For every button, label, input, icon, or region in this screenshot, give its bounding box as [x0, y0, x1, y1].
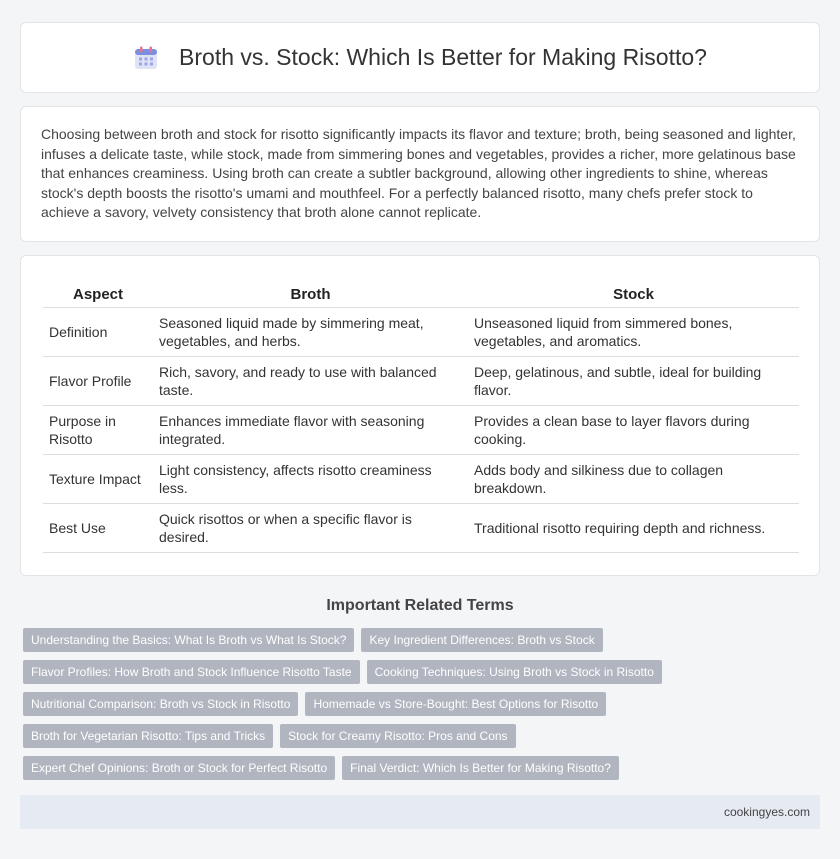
- footer: [20, 795, 820, 829]
- related-term-tag[interactable]: Homemade vs Store-Bought: Best Options for Risotto: [305, 692, 606, 716]
- related-term-tag[interactable]: Understanding the Basics: What Is Broth vs What Is Stock?: [23, 628, 354, 652]
- cell-stock: Traditional risotto requiring depth and richness.: [468, 503, 799, 552]
- header-card: [20, 22, 820, 93]
- cell-aspect: Texture Impact: [43, 454, 153, 503]
- related-term-tag[interactable]: Expert Chef Opinions: Broth or Stock for Perfect Risotto: [23, 756, 335, 780]
- related-term-tag[interactable]: Broth for Vegetarian Risotto: Tips and Tricks: [23, 724, 273, 748]
- cell-stock: Deep, gelatinous, and subtle, ideal for building flavor.: [468, 356, 799, 405]
- table-row: [43, 454, 799, 503]
- intro-card: [20, 106, 820, 242]
- related-term-tag[interactable]: Nutritional Comparison: Broth vs Stock in Risotto: [23, 692, 298, 716]
- table-row: [43, 356, 799, 405]
- related-terms-list: [23, 628, 823, 788]
- table-header-row: [43, 282, 799, 307]
- cell-broth: Light consistency, affects risotto creaminess less.: [153, 454, 468, 503]
- cell-stock: Adds body and silkiness due to collagen breakdown.: [468, 454, 799, 503]
- cell-broth: Seasoned liquid made by simmering meat, vegetables, and herbs.: [153, 307, 468, 356]
- header-stock: Stock: [468, 282, 799, 307]
- related-term-tag[interactable]: Flavor Profiles: How Broth and Stock Influence Risotto Taste: [23, 660, 360, 684]
- cell-aspect: Purpose in Risotto: [43, 405, 153, 454]
- comparison-card: [20, 255, 820, 576]
- cell-aspect: Best Use: [43, 503, 153, 552]
- related-term-tag[interactable]: Stock for Creamy Risotto: Pros and Cons: [280, 724, 515, 748]
- cell-aspect: Flavor Profile: [43, 356, 153, 405]
- cell-stock: Unseasoned liquid from simmered bones, vegetables, and aromatics.: [468, 307, 799, 356]
- cell-aspect: Definition: [43, 307, 153, 356]
- related-term-tag[interactable]: Cooking Techniques: Using Broth vs Stock in Risotto: [367, 660, 662, 684]
- table-row: [43, 307, 799, 356]
- comparison-table: [43, 282, 799, 553]
- page-title: Broth vs. Stock: Which Is Better for Making Risotto?: [179, 44, 707, 70]
- header-aspect: Aspect: [43, 282, 153, 307]
- header-broth: Broth: [153, 282, 468, 307]
- cell-stock: Provides a clean base to layer flavors during cooking.: [468, 405, 799, 454]
- related-terms-title: Important Related Terms: [326, 597, 514, 614]
- related-term-tag[interactable]: Key Ingredient Differences: Broth vs Stock: [361, 628, 602, 652]
- calendar-icon: [133, 45, 159, 71]
- intro-paragraph: Choosing between broth and stock for risotto significantly impacts its flavor and texture; broth, being seasoned and lighter, infuses a delicate taste, while stock, made from simmering bones and vegetables, provides a richer, more gelatinous base that enhances creaminess. Using broth can create a subtler background, allowing other ingredients to shine, whereas stock's depth boosts the risotto's umami and mouthfeel. For a perfectly balanced risotto, many chefs prefer stock to achieve a savory, velvety consistency that broth alone cannot replicate.: [41, 126, 796, 220]
- footer-site[interactable]: cookingyes.com: [723, 805, 810, 819]
- cell-broth: Quick risottos or when a specific flavor is desired.: [153, 503, 468, 552]
- related-term-tag[interactable]: Final Verdict: Which Is Better for Making Risotto?: [342, 756, 619, 780]
- table-row: [43, 503, 799, 552]
- cell-broth: Rich, savory, and ready to use with balanced taste.: [153, 356, 468, 405]
- cell-broth: Enhances immediate flavor with seasoning integrated.: [153, 405, 468, 454]
- table-row: [43, 405, 799, 454]
